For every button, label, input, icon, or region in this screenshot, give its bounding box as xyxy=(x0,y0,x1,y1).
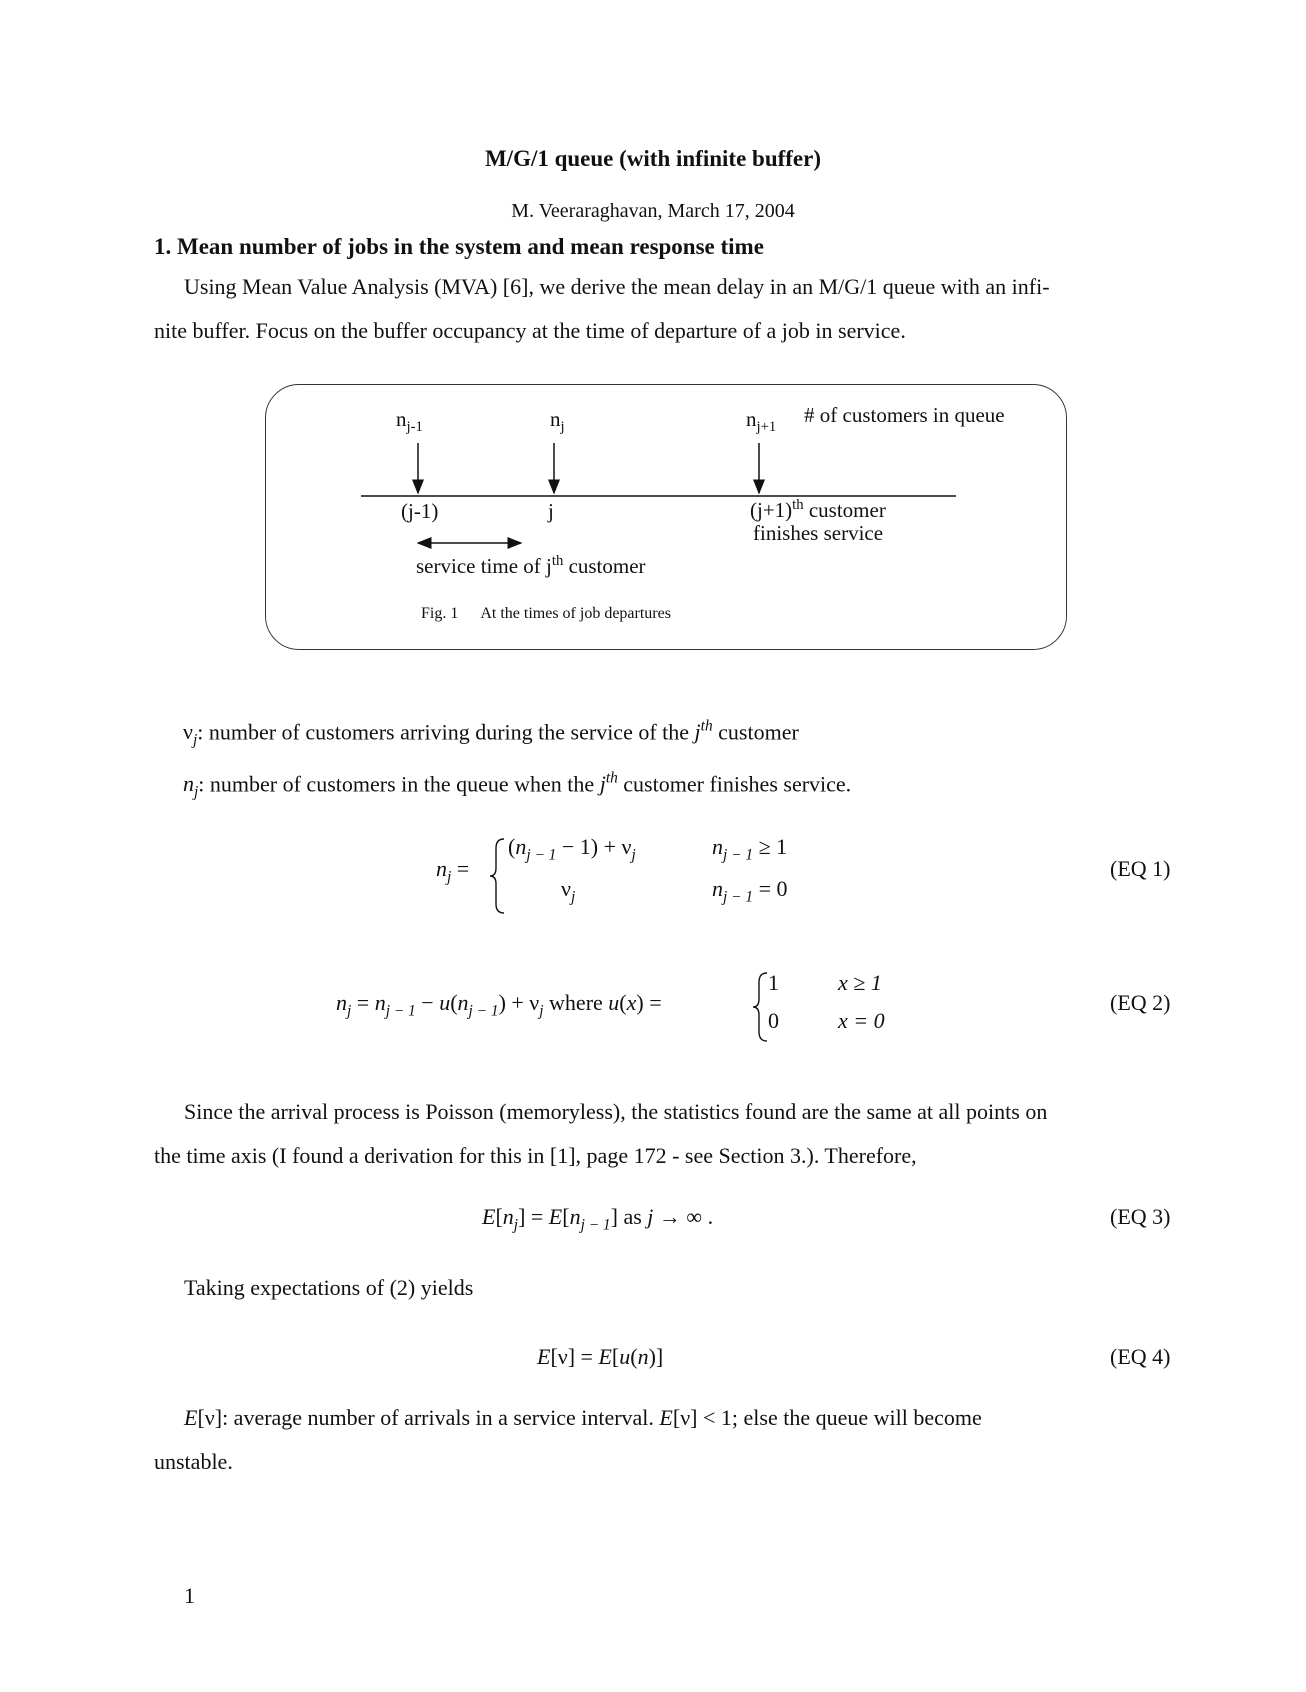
eq2-case1-condition: x ≥ 1 xyxy=(838,970,882,995)
eq1-case1-condition: $n_{j - 1} \ge 1$ xyxy=(712,834,788,864)
author-line: M. Veeraraghavan, March 17, 2004 xyxy=(511,200,795,222)
page-number: 1 xyxy=(184,1583,195,1608)
label-n-next: $n_{j+1}$ xyxy=(746,407,777,436)
tick-label-cur: j xyxy=(548,499,554,523)
eq2-expression: $n_j = n_{j - 1} - u(n_{j - 1}) + \nu_j$ where u(x) = xyxy=(336,990,662,1020)
eq1-case2-condition: $n_{j - 1} = 0$ xyxy=(712,876,788,906)
paragraph-line: Using Mean Value Analysis (MVA) [6], we derive the mean delay in an M/G/1 queue with an infi- xyxy=(184,274,1050,299)
customers-in-queue-label: # of customers in queue xyxy=(804,403,1005,427)
paragraph-line: the time axis (I found a derivation for this in [1], page 172 - see Section 3.). Therefore, xyxy=(154,1143,917,1168)
finishes-service-label: finishes service xyxy=(753,521,884,545)
tick-label-next: $(j+1)^{th}$ customer xyxy=(750,497,886,522)
eq2-brace xyxy=(750,970,770,1044)
label-n-cur: $n_j$ xyxy=(550,407,565,436)
paragraph-line: unstable. xyxy=(154,1449,233,1474)
paragraph-stability xyxy=(154,1396,1184,1484)
section-heading: 1. Mean number of jobs in the system and mean response time xyxy=(154,234,764,259)
paragraph-line: nite buffer. Focus on the buffer occupancy at the time of departure of a job in service. xyxy=(154,318,906,343)
label-n-prev: $n_{j-1}$ xyxy=(396,407,423,436)
definition-v: $\nu_j$: number of customers arriving during the service of the $j^{th}$ customer xyxy=(183,718,799,749)
eq1-brace xyxy=(487,836,507,916)
tick-label-prev: (j-1) xyxy=(401,499,439,523)
eq1-case1-value: $(n_{j - 1} - 1) + \nu_j$ xyxy=(508,834,636,864)
eq1-case2-value: $\nu_j$ xyxy=(561,876,576,906)
paragraph-poisson xyxy=(154,1090,1184,1178)
eq2-case1-value: 1 xyxy=(768,970,779,995)
figure-box xyxy=(265,384,1067,650)
paragraph-intro xyxy=(154,265,1184,353)
eq1-lhs: $n_j$ = xyxy=(436,856,470,886)
document-title: M/G/1 queue (with infinite buffer) xyxy=(484,146,822,171)
eq2-tag: (EQ 2) xyxy=(1110,990,1171,1015)
eq3-tag: (EQ 3) xyxy=(1110,1204,1171,1229)
eq2-case2-value: 0 xyxy=(768,1008,779,1033)
figure-caption: Fig. 1 At the times of job departures xyxy=(421,605,671,622)
paragraph-expectations: Taking expectations of (2) yields xyxy=(184,1275,474,1300)
eq3-expression: $E[n_j] = E[n_{j - 1}]$ as j → ∞ . xyxy=(482,1204,714,1234)
eq2-case2-condition: x = 0 xyxy=(838,1008,885,1033)
eq4-expression: E[ν] = E[u(n)] xyxy=(537,1344,664,1369)
service-time-label: service time of $j^{th}$ customer xyxy=(416,553,646,578)
paragraph-line: E[ν]: average number of arrivals in a service interval. E[ν] < 1; else the queue will become xyxy=(184,1405,982,1430)
eq1-tag: (EQ 1) xyxy=(1110,856,1171,881)
eq4-tag: (EQ 4) xyxy=(1110,1344,1171,1369)
definition-n: $n_j$: number of customers in the queue when the $j^{th}$ customer finishes service. xyxy=(183,770,852,801)
paragraph-line: Since the arrival process is Poisson (memoryless), the statistics found are the same at all points on xyxy=(184,1099,1048,1124)
